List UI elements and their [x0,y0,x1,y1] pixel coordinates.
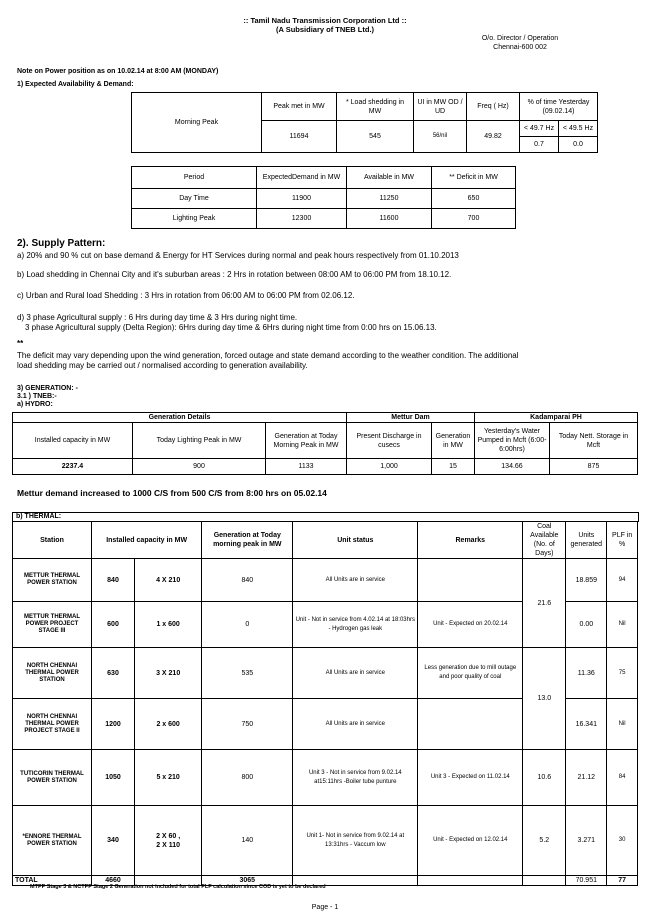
capacity-cell: 340 [92,806,135,876]
plf-cell: 94 [607,559,638,602]
status-cell: Unit 1- Not in service from 9.02.14 at 13:31hrs - Vaccum low [293,806,418,876]
header-kadamparai: Kadamparai PH [475,413,638,423]
generation-cell: 800 [202,750,293,806]
value-installed-capacity: 2237.4 [13,459,133,475]
station-cell: NORTH CHENNAI THERMAL POWER STATION [13,648,92,699]
generation-cell: 140 [202,806,293,876]
header-installed-capacity: Installed capacity in MW [92,522,202,559]
value-pct-49-7: 0.7 [520,137,559,153]
config-line-2: 2 X 110 [156,841,181,849]
plf-cell: Nil [607,602,638,648]
station-cell: METTUR THERMAL POWER PROJECT STAGE III [13,602,92,648]
plf-cell: 30 [607,806,638,876]
units-cell: 18.859 [566,559,607,602]
header-lt-49-5: < 49.5 Hz [558,121,597,137]
remarks-cell: Unit - Expected on 20.02.14 [418,602,523,648]
station-cell: *ENNORE THERMAL POWER STATION [13,806,92,876]
units-cell: 16.341 [566,699,607,750]
value-pct-49-5: 0.0 [558,137,597,153]
demand-cell: 11900 [257,189,347,209]
total-generation: 3065 [202,876,293,886]
deficit-cell: 700 [432,209,516,229]
header-lt-49-7: < 49.7 Hz [520,121,559,137]
header-mettur-dam: Mettur Dam [347,413,475,423]
status-cell: Unit - Not in service from 4.02.14 at 18:03hrs - Hydrogen gas leak [293,602,418,648]
remarks-cell [418,559,523,602]
thermal-footnote: MTPP Stage 3 & NCTPP Stage 2 Generation not included for total PLF calculation since COD is yet to be declared [30,884,326,890]
table-row [132,189,516,209]
station-cell: METTUR THERMAL POWER STATION [13,559,92,602]
remarks-cell: Unit - Expected on 12.02.14 [418,806,523,876]
header-coal-available: Coal Available (No. of Days) [523,522,566,559]
generation-cell: 840 [202,559,293,602]
header-station: Station [13,522,92,559]
supply-d2: 3 phase Agricultural supply (Delta Region): 6Hrs during day time & 6Hrs during night time from 0:00 hrs on 15.06.13. [25,323,437,332]
table-row [13,750,638,806]
header-generation: Generation in MW [432,423,475,459]
value-water-pumped: 134.66 [475,459,550,475]
available-cell: 11250 [347,189,432,209]
plf-cell: 75 [607,648,638,699]
value-freq: 49.82 [467,121,520,153]
value-lighting-peak: 900 [133,459,266,475]
header-available: Available in MW [347,167,432,189]
remarks-cell: Unit 3 - Expected on 11.02.14 [418,750,523,806]
coal-cell: 10.6 [523,750,566,806]
config-line-1: 2 X 60 , [156,832,181,840]
plf-cell: 84 [607,750,638,806]
header-morning-peak: Generation at Today Morning Peak in MW [266,423,347,459]
header-generation-details: Generation Details [13,413,347,423]
units-cell: 21.12 [566,750,607,806]
station-cell: NORTH CHENNAI THERMAL POWER PROJECT STAGE II [13,699,92,750]
header-expected-demand: ExpectedDemand in MW [257,167,347,189]
header-water-pumped: Yesterday's Water Pumped in Mcft (6:00-6:00hrs) [475,423,550,459]
remarks-cell [418,699,523,750]
status-cell: All Units are in service [293,559,418,602]
mettur-note: Mettur demand increased to 1000 C/S from 500 C/S from 8:00 hrs on 05.02.14 [17,488,327,498]
office-address [455,34,585,52]
available-cell: 11600 [347,209,432,229]
header-installed-capacity: Installed capacity in MW [13,423,133,459]
tneb-title: 3.1 ) TNEB:- [17,393,57,400]
value-storage: 875 [550,459,638,475]
supply-b: b) Load shedding in Chennai City and it's suburban areas : 2 Hrs in rotation between 08:00 AM to 06:00 PM from 18.10.12. [17,270,452,279]
config-cell: 5 x 210 [135,750,202,806]
capacity-cell: 1050 [92,750,135,806]
status-cell: Unit 3 - Not in service from 9.02.14 at15:11hrs -Boiler tube punture [293,750,418,806]
table-row [13,648,638,699]
header-units-generated: Units generated [566,522,607,559]
config-cell: 3 X 210 [135,648,202,699]
thermal-table [12,521,638,886]
header-discharge: Present Discharge in cusecs [347,423,432,459]
office-line-2: Chennai-600 002 [493,44,547,51]
value-load-shed: 545 [337,121,414,153]
org-name: :: Tamil Nadu Transmission Corporation Ltd :: [243,16,407,25]
coal-cell: 5.2 [523,806,566,876]
value-discharge: 1,000 [347,459,432,475]
units-cell: 11.36 [566,648,607,699]
status-cell: All Units are in service [293,648,418,699]
note-title: Note on Power position as on 10.02.14 at 8:00 AM (MONDAY) [17,68,219,75]
remarks-cell: Less generation due to mill outage and poor quality of coal [418,648,523,699]
header-plf: PLF in % [607,522,638,559]
section-1-title: 1) Expected Availability & Demand: [17,81,134,88]
deficit-note-line-2: load shedding may be carried out / normalised according to generation availability. [17,361,308,370]
total-remarks-empty [418,876,523,886]
deficit-note [17,351,642,371]
org-title [0,16,650,34]
total-label: TOTAL [13,876,92,886]
supply-a: a) 20% and 90 % cut on base demand & Energy for HT Services during normal and peak hours respectively from 01.10.2013 [17,251,459,260]
capacity-cell: 840 [92,559,135,602]
total-coal-empty [523,876,566,886]
hydro-title: a) HYDRO: [17,401,53,408]
units-cell: 3.271 [566,806,607,876]
config-cell: 1 x 600 [135,602,202,648]
header-lighting-peak: Today Lighting Peak in MW [133,423,266,459]
coal-cell: 13.0 [523,648,566,750]
coal-cell: 21.6 [523,559,566,648]
deficit-cell: 650 [432,189,516,209]
value-ui: 56/nil [414,121,467,153]
capacity-cell: 630 [92,648,135,699]
header-load-shed: * Load shedding in MW [337,93,414,121]
config-cell: 2 x 600 [135,699,202,750]
header-remarks: Remarks [418,522,523,559]
units-cell: 0.00 [566,602,607,648]
office-line-1: O/o. Director / Operation [481,35,559,42]
period-cell: Day Time [132,189,257,209]
stars: ** [17,339,24,348]
status-cell: All Units are in service [293,699,418,750]
header-peak-met: Peak met in MW [262,93,337,121]
config-cell [135,806,202,876]
station-cell: TUTICORIN THERMAL POWER STATION [13,750,92,806]
header-period: Period [132,167,257,189]
demand-table [131,166,516,229]
period-cell: Lighting Peak [132,209,257,229]
table-row [13,559,638,602]
table-row [132,209,516,229]
header-deficit: ** Deficit in MW [432,167,516,189]
plf-cell: Nil [607,699,638,750]
peak-table [131,92,598,153]
capacity-cell: 600 [92,602,135,648]
config-cell: 4 X 210 [135,559,202,602]
generation-cell: 750 [202,699,293,750]
header-pct-time: % of time Yesterday (09.02.14) [520,93,598,121]
value-morning-peak: 1133 [266,459,347,475]
header-storage: Today Nett. Storage in Mcft [550,423,638,459]
morning-peak-label: Morning Peak [132,93,262,153]
header-generation-peak: Generation at Today morning peak in MW [202,522,293,559]
supply-d1: d) 3 phase Agricultural supply : 6 Hrs during day time & 3 Hrs during night time. [17,313,298,322]
generation-cell: 0 [202,602,293,648]
header-ui: UI in MW OD / UD [414,93,467,121]
total-plf: 77 [607,876,638,886]
org-subsidiary: (A Subsidiary of TNEB Ltd.) [275,25,375,34]
total-units: 70.951 [566,876,607,886]
header-freq: Freq ( Hz) [467,93,520,121]
total-capacity: 4660 [92,876,135,886]
value-peak-met: 11694 [262,121,337,153]
table-row [13,806,638,876]
thermal-title: b) THERMAL: [12,512,639,522]
hydro-table [12,412,638,475]
capacity-cell: 1200 [92,699,135,750]
generation-cell: 535 [202,648,293,699]
supply-title: 2). Supply Pattern: [17,238,106,249]
header-unit-status: Unit status [293,522,418,559]
page-number: Page - 1 [311,904,339,911]
demand-cell: 12300 [257,209,347,229]
value-generation: 15 [432,459,475,475]
generation-title: 3) GENERATION: - [17,385,78,392]
generation-heading [17,385,78,409]
supply-c: c) Urban and Rural load Shedding : 3 Hrs in rotation from 06:00 AM to 06:00 PM from 02.06.12. [17,291,355,300]
deficit-note-line-1: The deficit may vary depending upon the wind generation, forced outage and state demand according to the weather condition. The additional [17,351,519,360]
